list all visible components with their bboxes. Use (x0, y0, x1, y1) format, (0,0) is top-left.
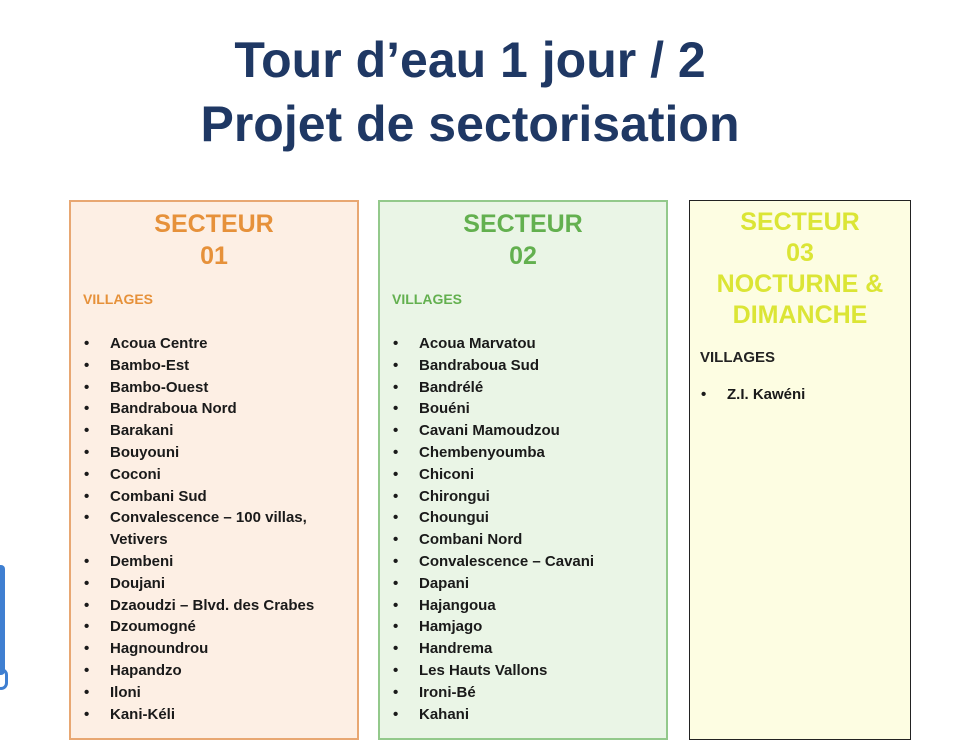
village-item: • Z.I. Kawéni (700, 384, 910, 406)
village-item: • Doujani (83, 573, 357, 595)
title-line-1: Tour d’eau 1 jour / 2 (234, 32, 706, 88)
village-item: • Hamjago (392, 616, 666, 638)
sector-title (690, 207, 910, 331)
sector-title-line: SECTEUR (154, 210, 274, 238)
village-list (690, 384, 910, 406)
edge-decoration-ring (0, 668, 8, 690)
sector-title-line: 01 (200, 242, 228, 270)
sector-title-line: 02 (509, 242, 537, 270)
village-item: • Dembeni (83, 551, 357, 573)
sector-panel-01 (69, 200, 359, 740)
village-item: • Dzoumogné (83, 616, 357, 638)
page-title (0, 28, 940, 156)
village-item: • Bouéni (392, 398, 666, 420)
sector-title-line: SECTEUR (463, 210, 583, 238)
village-item: • Convalescence – 100 villas, Vetivers (83, 507, 357, 551)
title-line-2: Projet de sectorisation (200, 96, 740, 152)
village-list (71, 333, 357, 725)
village-item: • Choungui (392, 507, 666, 529)
village-item: • Ironi-Bé (392, 682, 666, 704)
village-item: • Bouyouni (83, 442, 357, 464)
sector-title-line: DIMANCHE (732, 301, 868, 329)
village-item: • Combani Sud (83, 486, 357, 508)
village-item: • Combani Nord (392, 529, 666, 551)
village-list (380, 333, 666, 725)
village-item: • Barakani (83, 420, 357, 442)
village-item: • Convalescence – Cavani (392, 551, 666, 573)
village-item: • Acoua Centre (83, 333, 357, 355)
sector-title (71, 208, 357, 272)
village-item: • Les Hauts Vallons (392, 660, 666, 682)
village-item: • Handrema (392, 638, 666, 660)
village-item: • Bambo-Est (83, 355, 357, 377)
village-item: • Chirongui (392, 486, 666, 508)
village-item: • Acoua Marvatou (392, 333, 666, 355)
village-item: • Hagnoundrou (83, 638, 357, 660)
village-item: • Hapandzo (83, 660, 357, 682)
village-item: • Bambo-Ouest (83, 377, 357, 399)
sector-panel-03 (689, 200, 911, 740)
village-item: • Bandraboua Sud (392, 355, 666, 377)
villages-label: VILLAGES (392, 291, 463, 307)
villages-label: VILLAGES (83, 291, 154, 307)
sector-title (380, 208, 666, 272)
villages-label: VILLAGES (700, 349, 776, 366)
village-item: • Coconi (83, 464, 357, 486)
village-item: • Dapani (392, 573, 666, 595)
village-item: • Hajangoua (392, 595, 666, 617)
village-item: • Kahani (392, 704, 666, 726)
village-item: • Iloni (83, 682, 357, 704)
village-item: • Kani-Kéli (83, 704, 357, 726)
village-item: • Dzaoudzi – Blvd. des Crabes (83, 595, 357, 617)
sector-title-line: 03 (786, 239, 814, 267)
village-item: • Chembenyoumba (392, 442, 666, 464)
sector-title-line: NOCTURNE & (716, 270, 884, 298)
village-item: • Chiconi (392, 464, 666, 486)
village-item: • Bandraboua Nord (83, 398, 357, 420)
village-item: • Bandrélé (392, 377, 666, 399)
edge-decoration (0, 565, 5, 675)
sector-title-line: SECTEUR (740, 208, 860, 236)
sector-panel-02 (378, 200, 668, 740)
village-item: • Cavani Mamoudzou (392, 420, 666, 442)
